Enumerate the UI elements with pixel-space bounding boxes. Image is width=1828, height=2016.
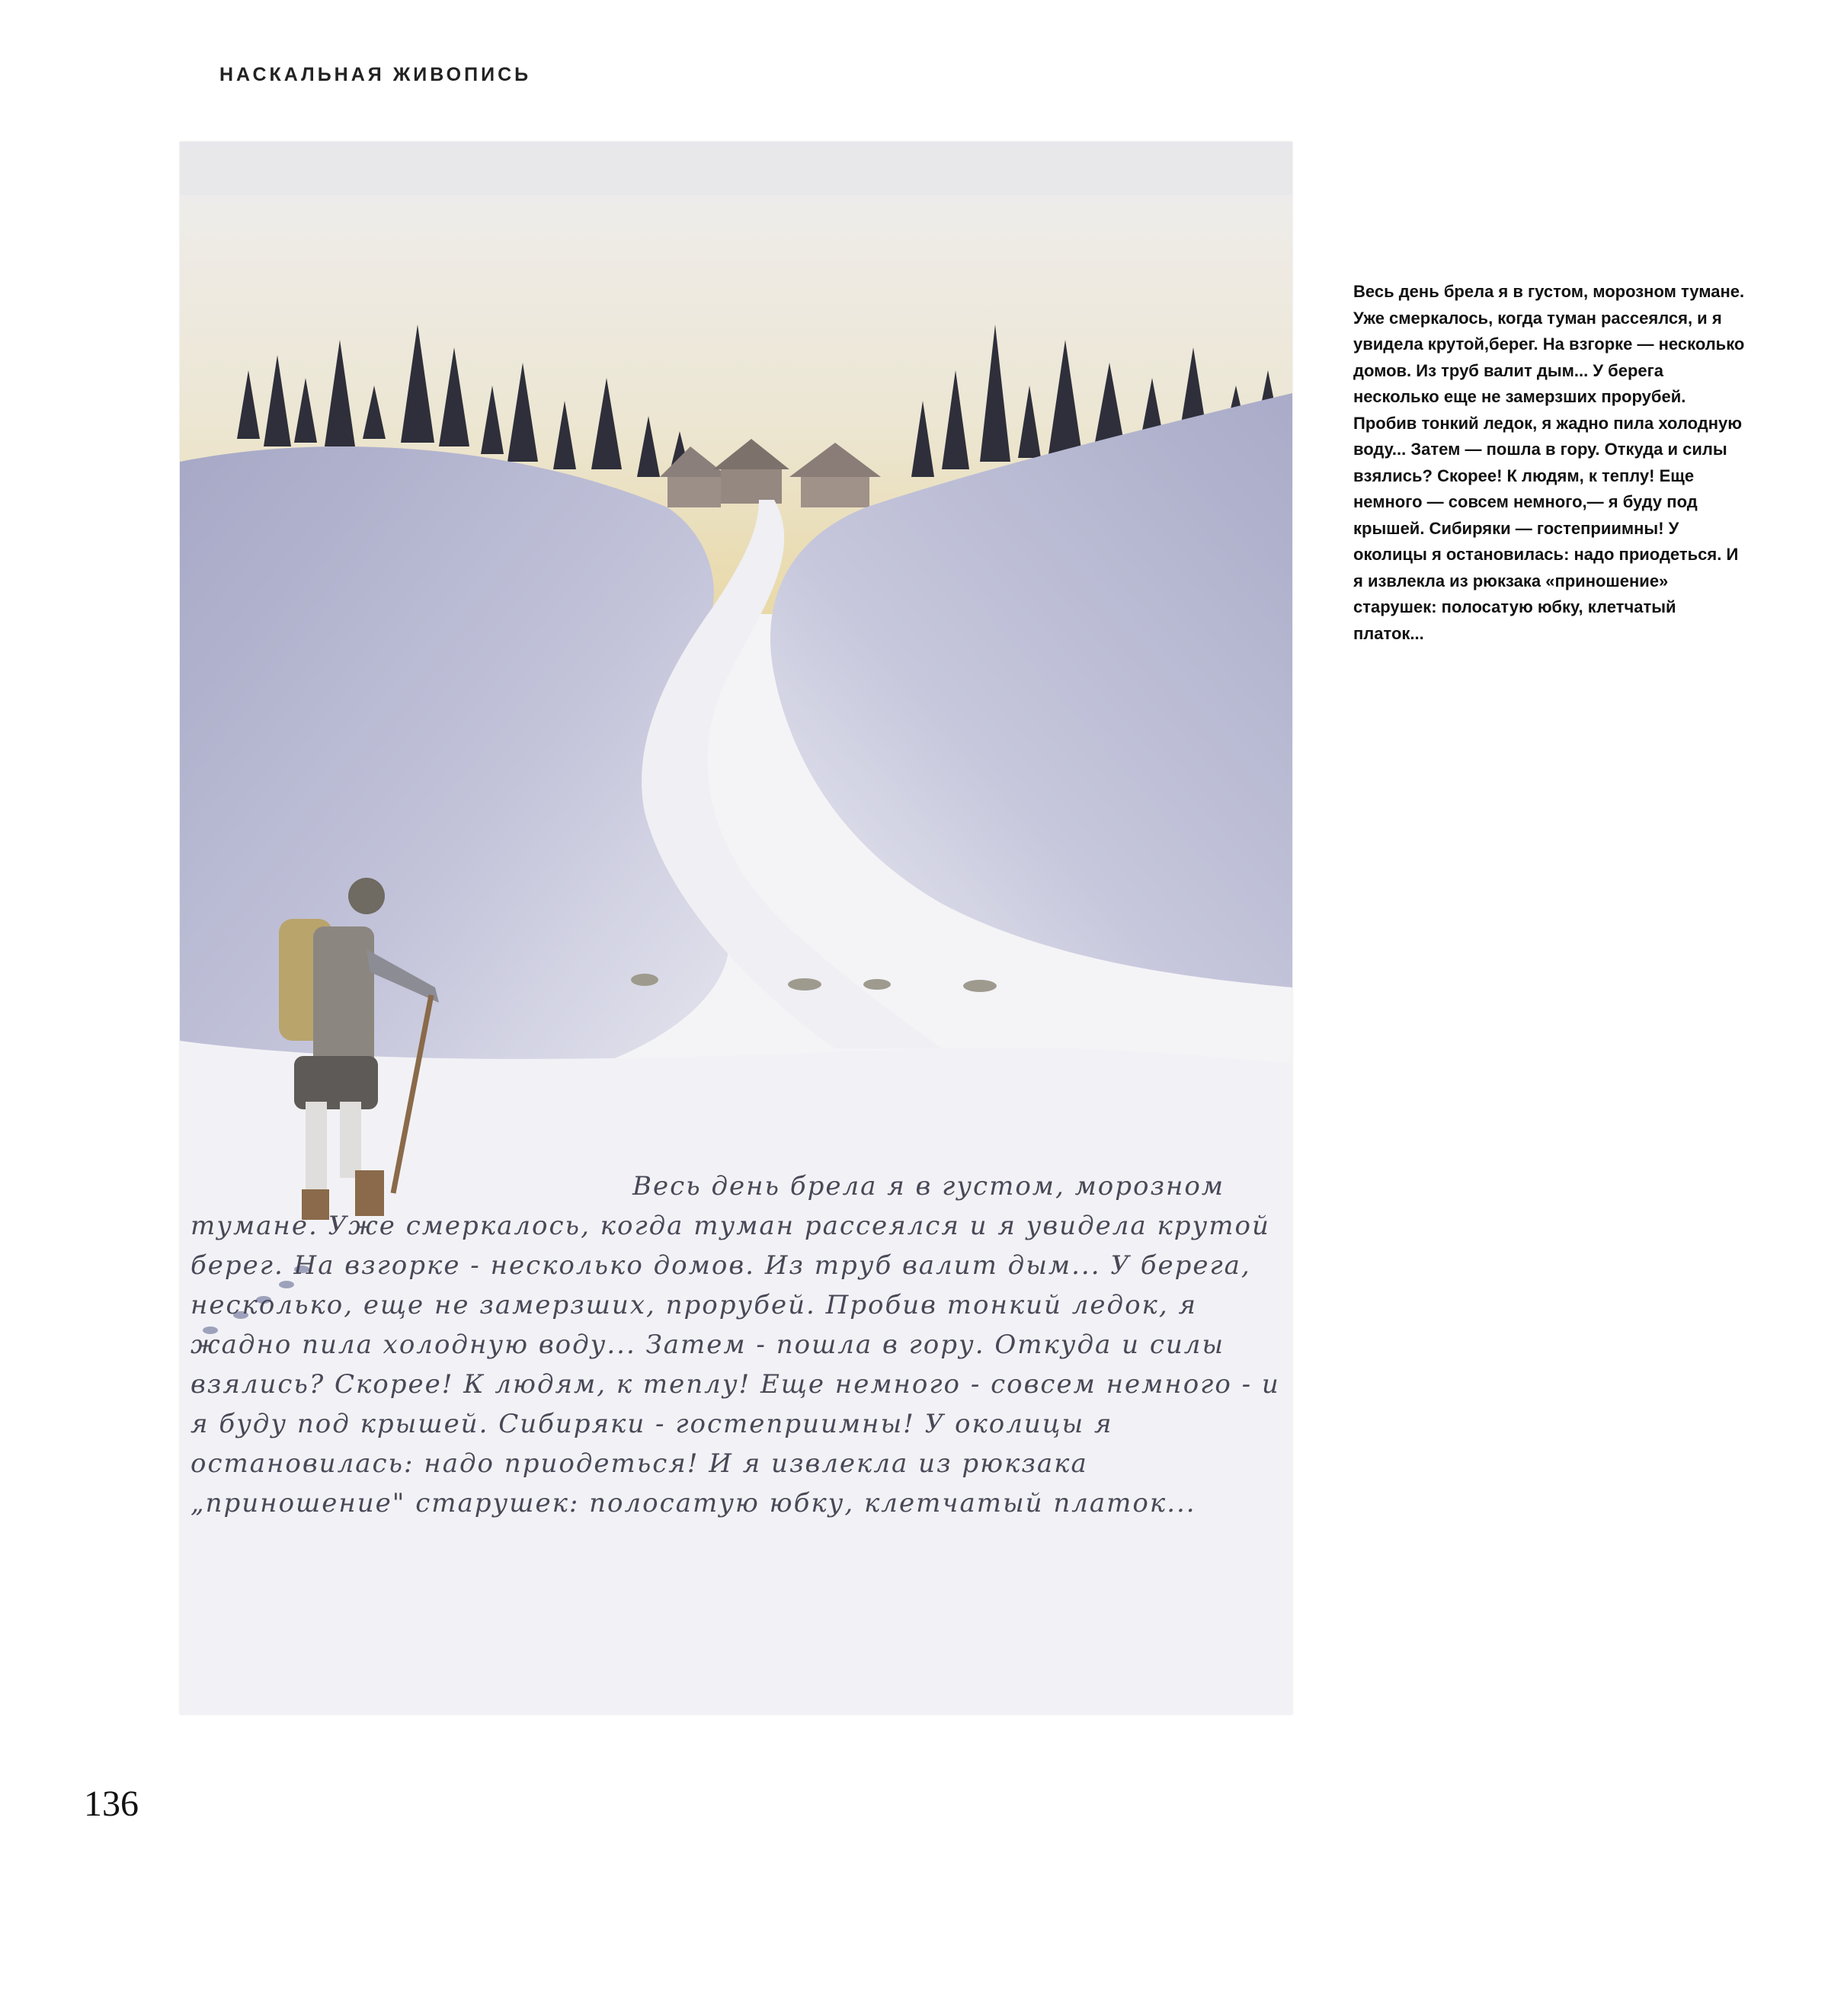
caption-text: Весь день брела я в густом, морозном тумане. Уже смеркалось, когда туман рассеялся, и я увидела крутой,берег. На взгорке — несколько домов. Из труб валит дым... У берега несколько еще не замерзших прорубей. Пробив тонкий ледок, я жадно пила холодную воду... Затем — пошла в гору. Откуда и силы взялись? Скорее! К людям, к теплу! Еще немного — совсем немного,— я буду под крышей. Сибиряки — гостеприимны! У околицы я остановилась: надо приодеться. И я извлекла из рюкзака «приношение» старушек: полосатую юбку, клетчатый платок... xyxy=(1353,282,1745,643)
page-number: 136 xyxy=(84,1784,139,1824)
handwritten-inscription: Весь день брела я в густом, морозном тумане. Уже смеркалось, когда туман рассеялся и я увидела крутой берег. На взгорке - несколько домов. Из труб валит дым... У берега, несколько, еще не замерзших, прорубей. Пробив тонкий ледок, я жадно пила холодную воду... Затем - пошла в гору. Откуда и силы взялись? Скорее! К людям, к теплу! Еще немного - совсем немного - и я буду под крышей. Сибиряки - гостеприимны! У околицы я остановилась: надо приодеться! И я извлекла из рюкзака „приношение" старушек: полосатую юбку, клетчатый платок... xyxy=(190,1171,1280,1518)
illustration xyxy=(180,142,1292,1714)
running-head: НАСКАЛЬНАЯ ЖИВОПИСЬ xyxy=(219,64,532,85)
